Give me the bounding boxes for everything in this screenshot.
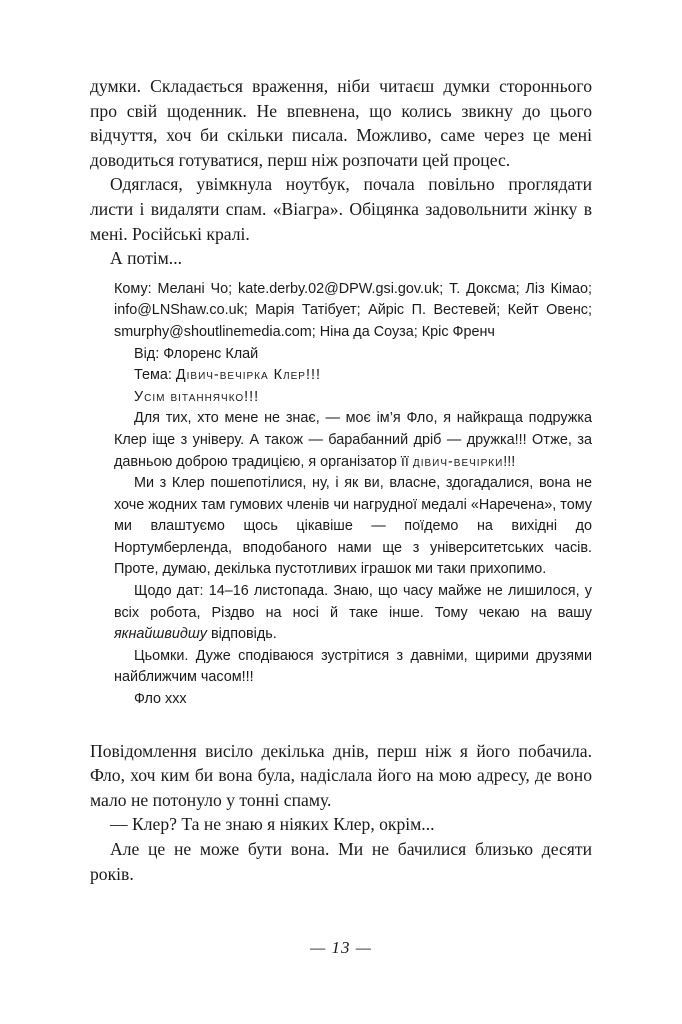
email-signoff: Фло ххх xyxy=(134,691,187,708)
paragraph: Одяглася, увімкнула ноутбук, почала повільно проглядати листи і видаляти спам. «Віагра». Обіцянка задовольнити жінку в мені. Російські кралі. xyxy=(90,174,592,244)
email-text-caps: дівич-вечірки xyxy=(412,453,504,470)
page-number: — 13 — xyxy=(310,938,372,957)
paragraph: Але це не може бути вона. Ми не бачилися близько десяти років. xyxy=(90,839,592,884)
email-subject-prefix: Тема: xyxy=(134,367,176,384)
email-quote xyxy=(114,279,592,711)
email-to: Кому: Мелані Чо; kate.derby.02@DPW.gsi.gov.uk; Т. Доксма; Ліз Кімао; info@LNShaw.co.uk; Марія Татібует; Айріс П. Вестевей; Кейт Овенс; smurphy@shoutlinemedia.com; Ніна да Соуза; Кріс Френч xyxy=(114,280,592,340)
email-greeting: Усім вітаннячко!!! xyxy=(134,388,260,405)
intro-text xyxy=(90,74,592,271)
email-subject xyxy=(114,365,592,387)
paragraph: Повідомлення висіло декілька днів, перш ніж я його побачила. Фло, хоч ким би вона була, надіслала його на мою адресу, де воно мало не потонуло у тонні спаму. xyxy=(90,740,592,810)
paragraph: думки. Складається враження, ніби читаєш думки стороннього про свій щоденник. Не впевнена, що колись звикну до цього відчуття, хоч би скільки писала. Можливо, саме через це мені доводиться готуватися, перш ніж розпочати цей процес. xyxy=(90,76,592,170)
email-subject-text: Дівич-вечірка Клер!!! xyxy=(175,367,321,384)
email-from: Від: Флоренс Клай xyxy=(134,345,259,362)
email-paragraph: Цьомки. Дуже сподіваюся зустрітися з давніми, щирими друзями найближчим часом!!! xyxy=(114,647,592,686)
email-paragraph: Ми з Клер пошепотілися, ну, і як ви, власне, здогадалися, вона не хоче жодних там гумових членів чи нагрудної медалі «Наречена», тому ми влаштуємо щось цікавіше — поїдемо на вихідні до Нортумберленда, вподобаного нами ще з університетських часів. Проте, думаю, декілька пустотливих іграшок ми таки прихопимо. xyxy=(114,475,592,578)
email-text: !!! xyxy=(503,453,516,470)
paragraph: А потім... xyxy=(110,248,182,269)
email-paragraph xyxy=(114,581,592,646)
paragraph: — Клер? Та не знаю я ніяких Клер, окрім... xyxy=(110,814,435,835)
email-text: відповідь. xyxy=(206,626,277,643)
after-text xyxy=(90,739,592,887)
email-text: Для тих, хто мене не знає, — моє ім’я Фло, я найкраща подружка Клер іще з універу. А також — барабанний дріб — дружка!!! Отже, за давньою доброю традицією, я організатор її xyxy=(114,410,592,470)
email-text-emphasis: якнайшвидшу xyxy=(114,626,207,643)
email-text: Щодо дат: 14–16 листопада. Знаю, що часу майже не лишилося, у всіх робота, Різдво на носі й таке інше. Тому чекаю на вашу xyxy=(114,583,592,621)
page-body xyxy=(90,74,592,886)
email-paragraph xyxy=(114,408,592,473)
